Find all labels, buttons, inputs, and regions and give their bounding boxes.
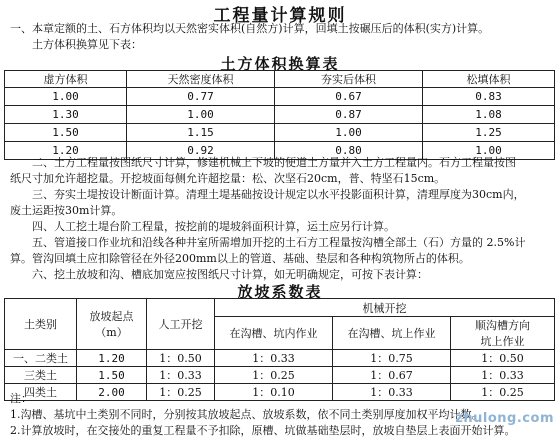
table1-cell: 1.15 [127, 124, 275, 142]
table2-cell: 1：0.25 [451, 384, 555, 401]
table1-cell: 0.87 [275, 106, 423, 124]
table2-cell: 1：0.25 [215, 367, 333, 384]
header-in-trench: 在沟槽、坑内作业 [215, 317, 333, 350]
intro-line-2: 土方体积换算见下表： [32, 38, 142, 51]
paragraph-6: 六、挖土放坡和沟、槽底加宽应按图纸尺寸计算，如无明确规定，可按下表计算： [32, 268, 428, 281]
slope-coefficient-table [4, 298, 555, 401]
table2-cell: 1.50 [77, 367, 147, 384]
table1-cell: 1.20 [5, 142, 127, 160]
paragraph-2-line-2: 纸尺寸加允许超挖量。开挖坡面每侧允许超挖量：松、次坚石20cm，普、特坚石15cm。 [10, 172, 446, 185]
table1-cell: 1.00 [275, 124, 423, 142]
note-1: 1.沟槽、基坑中土类别不同时，分别按其放坡起点、放坡系数，依不同土类别厚度加权平均计数。 [10, 408, 483, 421]
paragraph-3-line-2: 废土运距按30m计算。 [10, 204, 123, 217]
paragraph-2-line-1: 二、土方工程量按图纸尺寸计算，修建机械上下坡的便道土方量并入土方工程量内。石方工程量按图 [32, 156, 516, 169]
table2-title: 放坡系数表 [237, 283, 323, 301]
header-soil-type: 土类别 [5, 299, 77, 350]
header-along-trench [451, 317, 555, 350]
table2-cell: 1：0.33 [451, 367, 555, 384]
table1-row [5, 124, 555, 142]
table1-cell: 1.08 [423, 106, 555, 124]
table2-cell: 2.00 [77, 384, 147, 401]
header-on-trench: 在沟槽、坑上作业 [333, 317, 451, 350]
table2-row [5, 367, 555, 384]
table2-cell: 1：0.50 [147, 350, 215, 367]
paragraph-5-line-1: 五、管道接口作业坑和沿线各种井室所需增加开挖的土石方工程量按沟槽全部土（石）方量的 2.5%计 [32, 236, 526, 249]
table2-cell: 1：0.33 [147, 367, 215, 384]
document-title: 工程量计算规则 [213, 6, 347, 26]
table1-cell: 1.00 [127, 106, 275, 124]
paragraph-3-line-1: 三、夯实土堤按设计断面计算。清理土堤基础按设计规定以水平投影面积计算，清理厚度为30cm内， [32, 188, 525, 201]
table2-cell: 1.20 [77, 350, 147, 367]
paragraph-4: 四、人工挖土堤台阶工程量，按挖前的堤坡斜面积计算，运土应另行计算。 [32, 220, 395, 233]
table1-header-cell: 天然密度体积 [127, 71, 275, 88]
header-slope-start-label: 放坡起点 [89, 310, 134, 323]
table1-cell: 0.67 [275, 88, 423, 106]
table2-cell: 1：0.25 [147, 384, 215, 401]
table1-header-cell: 虚方体积 [5, 71, 127, 88]
table2-cell: 一、二类土 [5, 350, 77, 367]
table1-cell: 0.83 [423, 88, 555, 106]
table2-cell: 1：0.33 [333, 384, 451, 401]
table1-cell: 0.80 [275, 142, 423, 160]
table1-row [5, 106, 555, 124]
table1-header-row [5, 71, 555, 88]
table2-cell: 1：0.50 [451, 350, 555, 367]
table2-cell: 三类土 [5, 367, 77, 384]
table2-cell: 1：0.10 [215, 384, 333, 401]
table1-title: 土方体积换算表 [220, 55, 340, 73]
header-along-trench-line-2: 坑上作业 [480, 335, 525, 348]
watermark: zhulong.com [455, 411, 554, 426]
table2-cell: 四类土 [5, 384, 77, 401]
table2-header-row-1 [5, 299, 555, 317]
table1-row [5, 88, 555, 106]
header-manual-excavation: 人工开挖 [147, 299, 215, 350]
note-2: 2.计算放坡时，在交接处的重复工程量不予扣除，原槽、坑做基础垫层时，放坡自垫层上表面开始计算。 [10, 424, 516, 437]
table1-cell: 1.00 [423, 142, 555, 160]
notes-label: 注： [10, 392, 32, 405]
intro-line-1: 一、本章定额的土、石方体积均以天然密实体积(自然方)计算，回填土按碾压后的体积(实方)计算。 [10, 22, 490, 35]
volume-conversion-table [4, 70, 555, 160]
table2-cell: 1：0.33 [215, 350, 333, 367]
header-machine-excavation: 机械开挖 [215, 299, 555, 317]
table1-header-cell: 夯实后体积 [275, 71, 423, 88]
table1-cell: 1.00 [5, 88, 127, 106]
paragraph-5-line-2: 算。管沟回填土应扣除管径在外径200mm以上的管道、基础、垫层和各种构筑物所占的体积。 [10, 252, 470, 265]
table1-cell: 0.92 [127, 142, 275, 160]
header-along-trench-line-1: 顺沟槽方向 [475, 319, 530, 332]
table1-cell: 1.25 [423, 124, 555, 142]
table2-row [5, 350, 555, 367]
table1-cell: 0.77 [127, 88, 275, 106]
header-slope-start [77, 299, 147, 350]
header-slope-start-unit: （m） [95, 326, 128, 339]
table1-cell: 1.50 [5, 124, 127, 142]
table1-header-cell: 松填体积 [423, 71, 555, 88]
table1-cell: 1.30 [5, 106, 127, 124]
table2-cell: 1：0.75 [333, 350, 451, 367]
table2-cell: 1：0.67 [333, 367, 451, 384]
